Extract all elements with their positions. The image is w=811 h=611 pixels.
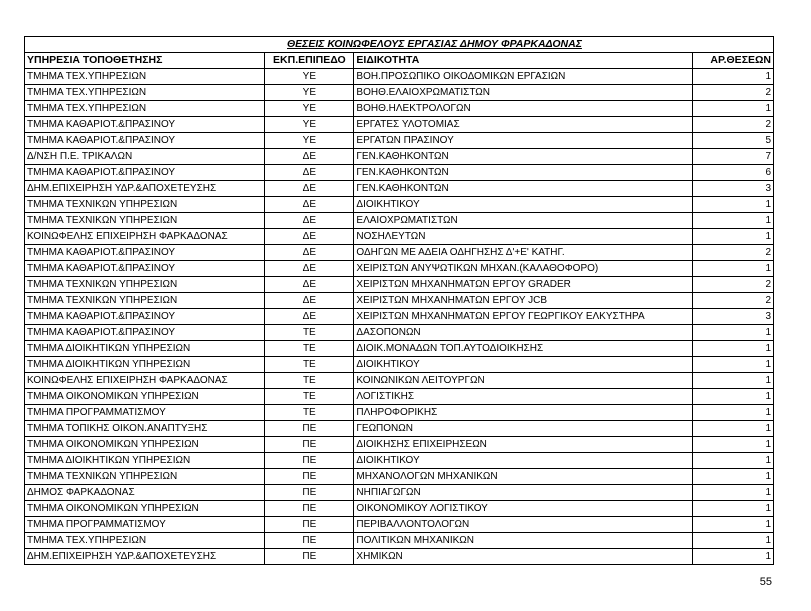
cell-positions-count: 2 — [692, 293, 773, 309]
table-row — [25, 101, 774, 117]
cell-positions-count: 2 — [692, 85, 773, 101]
cell-specialty: ΠΛΗΡΟΦΟΡΙΚΗΣ — [354, 405, 692, 421]
cell-service: ΤΜΗΜΑ ΚΑΘΑΡΙΟΤ.&ΠΡΑΣΙΝΟΥ — [25, 117, 265, 133]
cell-positions-count: 1 — [692, 453, 773, 469]
cell-education-level: ΤΕ — [265, 357, 354, 373]
cell-education-level: ΠΕ — [265, 501, 354, 517]
cell-specialty: ΟΔΗΓΩΝ ΜΕ ΑΔΕΙΑ ΟΔΗΓΗΣΗΣ Δ'+Ε' ΚΑΤΗΓ. — [354, 245, 692, 261]
table-row — [25, 117, 774, 133]
header-specialty: ΕΙΔΙΚΟΤΗΤΑ — [354, 53, 692, 69]
cell-positions-count: 2 — [692, 117, 773, 133]
cell-service: ΔΗΜ.ΕΠΙΧΕΙΡΗΣΗ ΥΔΡ.&ΑΠΟΧΕΤΕΥΣΗΣ — [25, 549, 265, 565]
cell-service: ΤΜΗΜΑ ΚΑΘΑΡΙΟΤ.&ΠΡΑΣΙΝΟΥ — [25, 261, 265, 277]
cell-education-level: ΤΕ — [265, 389, 354, 405]
cell-education-level: ΠΕ — [265, 437, 354, 453]
table-row — [25, 165, 774, 181]
cell-service: ΤΜΗΜΑ ΟΙΚΟΝΟΜΙΚΩΝ ΥΠΗΡΕΣΙΩΝ — [25, 437, 265, 453]
cell-education-level: ΔΕ — [265, 229, 354, 245]
cell-education-level: ΠΕ — [265, 485, 354, 501]
cell-specialty: ΠΟΛΙΤΙΚΩΝ ΜΗΧΑΝΙΚΩΝ — [354, 533, 692, 549]
table-title: ΘΕΣΕΙΣ ΚΟΙΝΩΦΕΛΟΥΣ ΕΡΓΑΣΙΑΣ ΔΗΜΟΥ ΦΡΑΡΚΑΔΟΝΑΣ — [25, 37, 774, 53]
table-row — [25, 133, 774, 149]
cell-service: ΤΜΗΜΑ ΔΙΟΙΚΗΤΙΚΩΝ ΥΠΗΡΕΣΙΩΝ — [25, 357, 265, 373]
cell-education-level: ΔΕ — [265, 309, 354, 325]
cell-service: ΤΜΗΜΑ ΠΡΟΓΡΑΜΜΑΤΙΣΜΟΥ — [25, 405, 265, 421]
cell-education-level: ΔΕ — [265, 197, 354, 213]
cell-positions-count: 3 — [692, 309, 773, 325]
table-row — [25, 469, 774, 485]
cell-service: ΔΗΜ.ΕΠΙΧΕΙΡΗΣΗ ΥΔΡ.&ΑΠΟΧΕΤΕΥΣΗΣ — [25, 181, 265, 197]
cell-specialty: ΕΡΓΑΤΩΝ ΠΡΑΣΙΝΟΥ — [354, 133, 692, 149]
table-row — [25, 533, 774, 549]
cell-specialty: ΓΕΝ.ΚΑΘΗΚΟΝΤΩΝ — [354, 181, 692, 197]
table-row — [25, 277, 774, 293]
cell-service: ΤΜΗΜΑ ΔΙΟΙΚΗΤΙΚΩΝ ΥΠΗΡΕΣΙΩΝ — [25, 453, 265, 469]
cell-service: ΚΟΙΝΩΦΕΛΗΣ ΕΠΙΧΕΙΡΗΣΗ ΦΑΡΚΑΔΟΝΑΣ — [25, 229, 265, 245]
table-row — [25, 245, 774, 261]
cell-education-level: ΥΕ — [265, 117, 354, 133]
cell-specialty: ΕΛΑΙΟΧΡΩΜΑΤΙΣΤΩΝ — [354, 213, 692, 229]
table-row — [25, 373, 774, 389]
cell-service: ΤΜΗΜΑ ΤΕΧ.ΥΠΗΡΕΣΙΩΝ — [25, 69, 265, 85]
header-row — [25, 53, 774, 69]
cell-specialty: ΔΙΟΙΚΗΣΗΣ ΕΠΙΧΕΙΡΗΣΕΩΝ — [354, 437, 692, 453]
total-positions: 55 — [759, 576, 772, 588]
cell-education-level: ΔΕ — [265, 245, 354, 261]
cell-positions-count: 1 — [692, 357, 773, 373]
cell-education-level: ΠΕ — [265, 453, 354, 469]
table-row — [25, 341, 774, 357]
table-row — [25, 325, 774, 341]
cell-service: ΤΜΗΜΑ ΤΕΧΝΙΚΩΝ ΥΠΗΡΕΣΙΩΝ — [25, 469, 265, 485]
cell-education-level: ΤΕ — [265, 373, 354, 389]
header-positions-count: ΑΡ.ΘΕΣΕΩΝ — [692, 53, 773, 69]
cell-education-level: ΠΕ — [265, 517, 354, 533]
cell-education-level: ΔΕ — [265, 213, 354, 229]
cell-specialty: ΝΟΣΗΛΕΥΤΩΝ — [354, 229, 692, 245]
cell-positions-count: 1 — [692, 533, 773, 549]
cell-positions-count: 1 — [692, 325, 773, 341]
cell-specialty: ΓΕΩΠΟΝΩΝ — [354, 421, 692, 437]
cell-positions-count: 1 — [692, 101, 773, 117]
cell-positions-count: 1 — [692, 69, 773, 85]
cell-service: ΤΜΗΜΑ ΤΕΧΝΙΚΩΝ ΥΠΗΡΕΣΙΩΝ — [25, 213, 265, 229]
cell-specialty: ΔΙΟΙΚΗΤΙΚΟΥ — [354, 197, 692, 213]
cell-positions-count: 1 — [692, 341, 773, 357]
cell-positions-count: 2 — [692, 277, 773, 293]
cell-specialty: ΔΙΟΙΚ.ΜΟΝΑΔΩΝ ΤΟΠ.ΑΥΤΟΔΙΟΙΚΗΣΗΣ — [354, 341, 692, 357]
cell-positions-count: 1 — [692, 389, 773, 405]
cell-education-level: ΥΕ — [265, 69, 354, 85]
cell-service: ΤΜΗΜΑ ΟΙΚΟΝΟΜΙΚΩΝ ΥΠΗΡΕΣΙΩΝ — [25, 389, 265, 405]
cell-specialty: ΓΕΝ.ΚΑΘΗΚΟΝΤΩΝ — [354, 165, 692, 181]
table-row — [25, 261, 774, 277]
header-education-level: ΕΚΠ.ΕΠΙΠΕΔΟ — [265, 53, 354, 69]
table-row — [25, 229, 774, 245]
cell-service: ΚΟΙΝΩΦΕΛΗΣ ΕΠΙΧΕΙΡΗΣΗ ΦΑΡΚΑΔΟΝΑΣ — [25, 373, 265, 389]
cell-positions-count: 1 — [692, 373, 773, 389]
cell-service: ΤΜΗΜΑ ΤΟΠΙΚΗΣ ΟΙΚΟΝ.ΑΝΑΠΤΥΞΗΣ — [25, 421, 265, 437]
cell-positions-count: 1 — [692, 485, 773, 501]
cell-specialty: ΒΟΗΘ.ΗΛΕΚΤΡΟΛΟΓΩΝ — [354, 101, 692, 117]
table-row — [25, 357, 774, 373]
table-row — [25, 213, 774, 229]
cell-service: ΤΜΗΜΑ ΚΑΘΑΡΙΟΤ.&ΠΡΑΣΙΝΟΥ — [25, 133, 265, 149]
cell-specialty: ΜΗΧΑΝΟΛΟΓΩΝ ΜΗΧΑΝΙΚΩΝ — [354, 469, 692, 485]
cell-specialty: ΧΕΙΡΙΣΤΩΝ ΜΗΧΑΝΗΜΑΤΩΝ ΕΡΓΟΥ GRADER — [354, 277, 692, 293]
cell-service: ΤΜΗΜΑ ΔΙΟΙΚΗΤΙΚΩΝ ΥΠΗΡΕΣΙΩΝ — [25, 341, 265, 357]
cell-education-level: ΥΕ — [265, 85, 354, 101]
cell-service: ΤΜΗΜΑ ΚΑΘΑΡΙΟΤ.&ΠΡΑΣΙΝΟΥ — [25, 325, 265, 341]
table-row — [25, 149, 774, 165]
cell-positions-count: 1 — [692, 405, 773, 421]
table-row — [25, 517, 774, 533]
cell-specialty: ΔΙΟΙΚΗΤΙΚΟΥ — [354, 357, 692, 373]
cell-specialty: ΧΕΙΡΙΣΤΩΝ ΑΝΥΨΩΤΙΚΩΝ ΜΗΧΑΝ.(ΚΑΛΑΘΟΦΟΡΟ) — [354, 261, 692, 277]
cell-specialty: ΚΟΙΝΩΝΙΚΩΝ ΛΕΙΤΟΥΡΓΩΝ — [354, 373, 692, 389]
table-row — [25, 437, 774, 453]
cell-service: Δ/ΝΣΗ Π.Ε. ΤΡΙΚΑΛΩΝ — [25, 149, 265, 165]
cell-service: ΤΜΗΜΑ ΟΙΚΟΝΟΜΙΚΩΝ ΥΠΗΡΕΣΙΩΝ — [25, 501, 265, 517]
table-row — [25, 501, 774, 517]
table-row — [25, 69, 774, 85]
header-service: ΥΠΗΡΕΣΙΑ ΤΟΠΟΘΕΤΗΣΗΣ — [25, 53, 265, 69]
cell-positions-count: 1 — [692, 469, 773, 485]
cell-specialty: ΟΙΚΟΝΟΜΙΚΟΥ ΛΟΓΙΣΤΙΚΟΥ — [354, 501, 692, 517]
cell-positions-count: 6 — [692, 165, 773, 181]
cell-service: ΤΜΗΜΑ ΠΡΟΓΡΑΜΜΑΤΙΣΜΟΥ — [25, 517, 265, 533]
cell-specialty: ΠΕΡΙΒΑΛΛΟΝΤΟΛΟΓΩΝ — [354, 517, 692, 533]
cell-education-level: ΔΕ — [265, 261, 354, 277]
cell-service: ΤΜΗΜΑ ΤΕΧ.ΥΠΗΡΕΣΙΩΝ — [25, 85, 265, 101]
cell-positions-count: 1 — [692, 437, 773, 453]
cell-service: ΤΜΗΜΑ ΤΕΧΝΙΚΩΝ ΥΠΗΡΕΣΙΩΝ — [25, 197, 265, 213]
cell-positions-count: 1 — [692, 549, 773, 565]
cell-service: ΤΜΗΜΑ ΤΕΧΝΙΚΩΝ ΥΠΗΡΕΣΙΩΝ — [25, 293, 265, 309]
cell-service: ΤΜΗΜΑ ΚΑΘΑΡΙΟΤ.&ΠΡΑΣΙΝΟΥ — [25, 309, 265, 325]
cell-service: ΔΗΜΟΣ ΦΑΡΚΑΔΟΝΑΣ — [25, 485, 265, 501]
table-row — [25, 293, 774, 309]
cell-positions-count: 1 — [692, 501, 773, 517]
cell-education-level: ΤΕ — [265, 405, 354, 421]
cell-education-level: ΤΕ — [265, 325, 354, 341]
table-row — [25, 405, 774, 421]
cell-positions-count: 1 — [692, 213, 773, 229]
cell-education-level: ΔΕ — [265, 293, 354, 309]
table-row — [25, 85, 774, 101]
table-row — [25, 485, 774, 501]
cell-service: ΤΜΗΜΑ ΚΑΘΑΡΙΟΤ.&ΠΡΑΣΙΝΟΥ — [25, 245, 265, 261]
table-row — [25, 389, 774, 405]
cell-education-level: ΤΕ — [265, 341, 354, 357]
cell-service: ΤΜΗΜΑ ΤΕΧ.ΥΠΗΡΕΣΙΩΝ — [25, 101, 265, 117]
cell-education-level: ΔΕ — [265, 181, 354, 197]
cell-specialty: ΒΟΗΘ.ΕΛΑΙΟΧΡΩΜΑΤΙΣΤΩΝ — [354, 85, 692, 101]
cell-service: ΤΜΗΜΑ ΤΕΧ.ΥΠΗΡΕΣΙΩΝ — [25, 533, 265, 549]
cell-specialty: ΔΙΟΙΚΗΤΙΚΟΥ — [354, 453, 692, 469]
cell-positions-count: 1 — [692, 421, 773, 437]
cell-specialty: ΧΕΙΡΙΣΤΩΝ ΜΗΧΑΝΗΜΑΤΩΝ ΕΡΓΟΥ JCB — [354, 293, 692, 309]
table-row — [25, 549, 774, 565]
cell-education-level: ΠΕ — [265, 533, 354, 549]
cell-specialty: ΔΑΣΟΠΟΝΩΝ — [354, 325, 692, 341]
cell-specialty: ΧΕΙΡΙΣΤΩΝ ΜΗΧΑΝΗΜΑΤΩΝ ΕΡΓΟΥ ΓΕΩΡΓΙΚΟΥ ΕΛΚΥΣΤΗΡΑ — [354, 309, 692, 325]
cell-positions-count: 7 — [692, 149, 773, 165]
table-row — [25, 181, 774, 197]
cell-positions-count: 2 — [692, 245, 773, 261]
cell-education-level: ΠΕ — [265, 469, 354, 485]
cell-positions-count: 5 — [692, 133, 773, 149]
table-row — [25, 421, 774, 437]
cell-specialty: ΝΗΠΙΑΓΩΓΩΝ — [354, 485, 692, 501]
positions-table — [24, 36, 774, 565]
cell-education-level: ΠΕ — [265, 421, 354, 437]
cell-positions-count: 1 — [692, 197, 773, 213]
cell-positions-count: 1 — [692, 261, 773, 277]
cell-education-level: ΔΕ — [265, 149, 354, 165]
cell-positions-count: 1 — [692, 517, 773, 533]
table-row — [25, 309, 774, 325]
cell-specialty: ΒΟΗ.ΠΡΟΣΩΠΙΚΟ ΟΙΚΟΔΟΜΙΚΩΝ ΕΡΓΑΣΙΩΝ — [354, 69, 692, 85]
cell-education-level: ΔΕ — [265, 165, 354, 181]
cell-service: ΤΜΗΜΑ ΚΑΘΑΡΙΟΤ.&ΠΡΑΣΙΝΟΥ — [25, 165, 265, 181]
cell-education-level: ΥΕ — [265, 101, 354, 117]
cell-service: ΤΜΗΜΑ ΤΕΧΝΙΚΩΝ ΥΠΗΡΕΣΙΩΝ — [25, 277, 265, 293]
cell-education-level: ΠΕ — [265, 549, 354, 565]
cell-specialty: ΓΕΝ.ΚΑΘΗΚΟΝΤΩΝ — [354, 149, 692, 165]
table-row — [25, 453, 774, 469]
cell-positions-count: 3 — [692, 181, 773, 197]
cell-education-level: ΥΕ — [265, 133, 354, 149]
cell-positions-count: 1 — [692, 229, 773, 245]
title-row — [25, 37, 774, 53]
cell-specialty: ΕΡΓΑΤΕΣ ΥΛΟΤΟΜΙΑΣ — [354, 117, 692, 133]
cell-specialty: ΧΗΜΙΚΩΝ — [354, 549, 692, 565]
cell-specialty: ΛΟΓΙΣΤΙΚΗΣ — [354, 389, 692, 405]
cell-education-level: ΔΕ — [265, 277, 354, 293]
table-row — [25, 197, 774, 213]
